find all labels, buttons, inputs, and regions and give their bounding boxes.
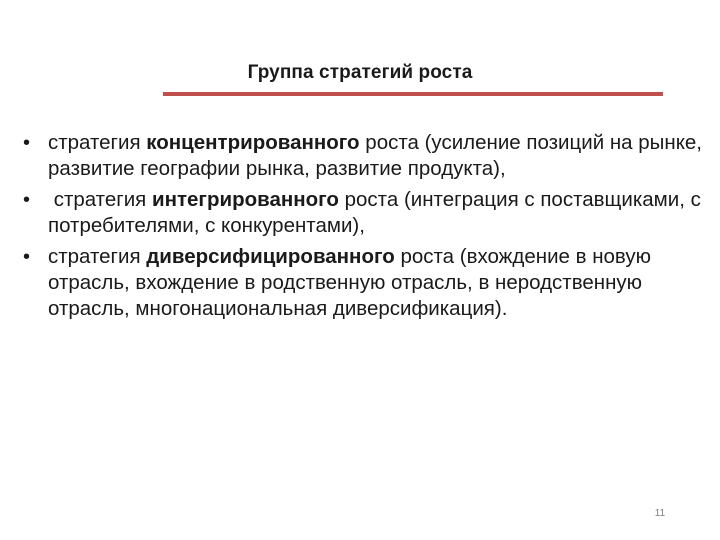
bullet-prefix: стратегия: [48, 131, 147, 154]
bullet-emphasis: интегрированного: [151, 188, 339, 211]
bullet-dot-icon: •: [23, 132, 31, 154]
bullet-text: [48, 245, 651, 320]
bullet-item-integrated: [20, 187, 710, 239]
bullet-prefix: стратегия: [48, 188, 152, 211]
bullet-emphasis: диверсифицированного: [146, 245, 395, 268]
bullet-suffix: роста (вхождение в новую отрасль, вхождение в родственную отрасль, в неродственную отрасль, многонациональная диверсификация).: [48, 245, 651, 320]
bullet-dot-icon: •: [23, 246, 31, 268]
bullet-prefix: стратегия: [48, 245, 147, 268]
bullet-dot-icon: •: [23, 189, 31, 211]
slide-title: Группа стратегий роста: [247, 62, 473, 83]
bullet-text: [48, 188, 701, 237]
bullet-list: [20, 130, 710, 327]
title-underline-rule: [163, 92, 663, 96]
bullet-item-concentrated: [20, 130, 710, 182]
bullet-suffix: роста (интеграция с поставщиками, с потребителями, с конкурентами),: [48, 188, 701, 237]
bullet-item-diversified: [20, 244, 710, 322]
page-number: 11: [654, 508, 666, 519]
bullet-emphasis: концентрированного: [146, 131, 360, 154]
bullet-text: [48, 131, 702, 180]
bullet-suffix: роста (усиление позиций на рынке, развитие географии рынка, развитие продукта),: [48, 131, 703, 180]
